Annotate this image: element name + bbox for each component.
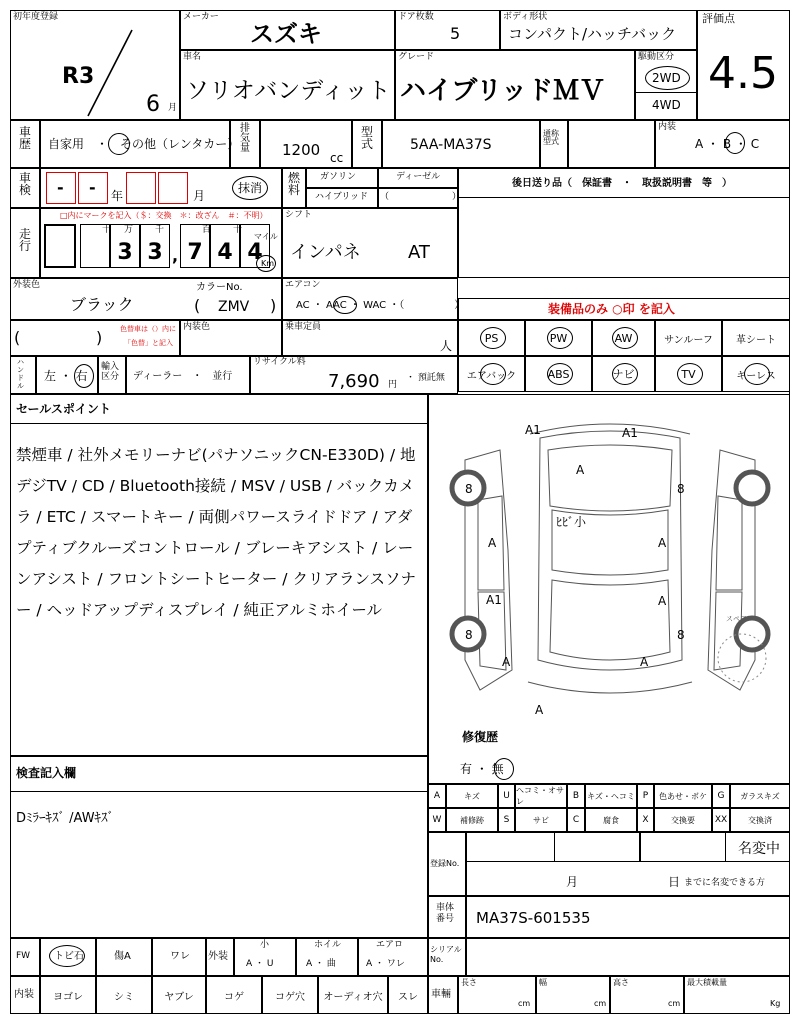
legend-code bbox=[567, 784, 585, 808]
dimensions-load-unit: Kg bbox=[770, 999, 781, 1008]
interior-damage-cell bbox=[152, 976, 206, 1014]
damage-mark: A bbox=[535, 703, 544, 717]
mileage-place-100: 百 bbox=[202, 225, 212, 235]
damage-mark: A1 bbox=[622, 426, 638, 440]
shaken-year-unit: 年 bbox=[111, 189, 124, 203]
equipment-label: キーレス bbox=[736, 370, 776, 382]
exterior-wheel-label: ホイル bbox=[314, 940, 342, 950]
legend-meaning-text: 補修跡 bbox=[460, 815, 484, 825]
legend-meaning-text: ヘコミ・オサレ bbox=[516, 786, 564, 806]
legend-meaning bbox=[654, 784, 712, 808]
equipment-cell bbox=[722, 356, 790, 392]
registration-label: 登録No. bbox=[430, 859, 460, 868]
legend-meaning bbox=[730, 784, 790, 808]
legend-meaning-text: 交換済 bbox=[748, 815, 772, 825]
shaken-dash-2: - bbox=[89, 178, 96, 197]
roof-note: ﾋﾋﾞ小 bbox=[556, 515, 587, 529]
maker-label: メーカー bbox=[183, 12, 219, 22]
fuel-diesel: ディーゼル bbox=[396, 172, 441, 182]
recycle-unit: 円 bbox=[388, 380, 398, 390]
interior-row-label: 内装 bbox=[14, 989, 34, 1000]
model-label: 型式 bbox=[361, 125, 374, 151]
damage-mark: A1 bbox=[525, 423, 541, 437]
dimensions-width-label: 幅 bbox=[539, 978, 547, 987]
reg-month: 6 bbox=[146, 92, 160, 117]
equipment-label: ABS bbox=[547, 367, 570, 381]
chassis-label: 車体番号 bbox=[436, 903, 455, 924]
shift-type: AT bbox=[408, 242, 430, 263]
equipment-label: ナビ bbox=[612, 368, 635, 381]
legend-meaning-text: 交換要 bbox=[671, 815, 695, 825]
equipment-title: 装備品のみ ○印 を記入 bbox=[548, 302, 675, 316]
legend-meaning bbox=[730, 808, 790, 832]
damage-mark: A1 bbox=[486, 593, 502, 607]
interior-damage-cell bbox=[388, 976, 428, 1014]
drive-4wd: 4WD bbox=[652, 98, 681, 112]
legend-meaning-text: キズ bbox=[464, 791, 480, 801]
recycle-label: リサイクル料 bbox=[253, 357, 306, 367]
legend-code bbox=[637, 808, 654, 832]
equipment-cell bbox=[525, 356, 592, 392]
tire-depth: 8 bbox=[677, 482, 685, 496]
legend-code bbox=[712, 784, 730, 808]
fw-label: FW bbox=[16, 951, 31, 961]
exterior-aero-value: A ・ ワレ bbox=[366, 959, 405, 969]
drive-label: 駆動区分 bbox=[638, 52, 675, 62]
legend-code bbox=[428, 784, 446, 808]
legend-meaning bbox=[654, 808, 712, 832]
tire-depth: 8 bbox=[677, 628, 685, 642]
interior-damage-cell bbox=[96, 976, 152, 1014]
interior-damage-label: シミ bbox=[114, 991, 134, 1003]
equipment-circle bbox=[677, 363, 703, 385]
body-type-value: コンパクト/ハッチバック bbox=[508, 25, 677, 43]
legend-code bbox=[567, 808, 585, 832]
mileage-digit: 4 bbox=[240, 224, 270, 268]
color-label: 外装色 bbox=[13, 280, 41, 290]
equipment-label: 革シート bbox=[736, 334, 776, 346]
mileage-place-10: 十 bbox=[233, 225, 243, 235]
handle-circle bbox=[74, 364, 94, 388]
legend-meaning-text: サビ bbox=[533, 815, 549, 825]
displacement-unit: cc bbox=[330, 151, 344, 165]
model-value: 5AA-MA37S bbox=[410, 137, 492, 153]
car-diagram bbox=[440, 420, 780, 720]
damage-mark: A bbox=[502, 655, 511, 669]
mileage-digit: 7 bbox=[180, 224, 210, 268]
maker-value: スズキ bbox=[250, 20, 322, 48]
shaken-label: 車検 bbox=[19, 171, 32, 197]
color-change-note-2: 「色替」と記入 bbox=[124, 339, 173, 347]
damage-mark: A bbox=[488, 536, 497, 550]
equipment-label: TV bbox=[681, 367, 696, 381]
registration-col bbox=[554, 832, 640, 862]
mileage-digit: 4 bbox=[210, 224, 240, 268]
recycle-amount: 7,690 bbox=[328, 371, 380, 392]
mileage-separator: , bbox=[172, 246, 179, 265]
mileage-marker-box bbox=[44, 224, 76, 268]
interior-circle bbox=[725, 132, 745, 154]
fuel-label: 燃料 bbox=[288, 171, 301, 197]
damage-mark: A bbox=[658, 536, 667, 550]
interior-damage-label: コゲ穴 bbox=[275, 991, 305, 1003]
legend-code-text: U bbox=[503, 791, 510, 801]
shaken-month-box-1 bbox=[126, 172, 156, 204]
recycle-deposit: ・ 預託無 bbox=[406, 373, 445, 383]
fuel-hybrid: ハイブリッド bbox=[315, 192, 369, 202]
mileage-digit: 3 bbox=[140, 224, 170, 268]
serial-cell bbox=[466, 938, 790, 976]
equipment-circle bbox=[547, 363, 573, 385]
repair-circle bbox=[494, 758, 514, 780]
legend-meaning-text: キズ・ヘコミ bbox=[587, 791, 635, 801]
damage-mark: A bbox=[640, 655, 649, 669]
legend-code-text: XX bbox=[714, 815, 728, 825]
exterior-wheel-value: A ・ 曲 bbox=[306, 959, 336, 969]
equipment-label: サンルーフ bbox=[664, 334, 713, 346]
interior-damage-label: コゲ bbox=[224, 991, 244, 1003]
first-reg-label: 初年度登録 bbox=[13, 12, 59, 22]
grade-value: ハイブリッドＭＶ bbox=[400, 76, 606, 106]
common-model-label: 通称型式 bbox=[543, 129, 559, 146]
interior-damage-cell bbox=[262, 976, 318, 1014]
legend-meaning bbox=[515, 784, 567, 808]
color-change-close: ) bbox=[96, 328, 103, 347]
damage-mark: A bbox=[658, 594, 667, 608]
color-code-value: ZMV bbox=[218, 299, 250, 315]
legend-code-text: S bbox=[503, 815, 510, 825]
mileage-place-10000: 万 bbox=[124, 225, 134, 235]
score-label: 評価点 bbox=[702, 12, 735, 25]
fw-item-circle bbox=[49, 945, 85, 967]
color-code-open: ( bbox=[194, 296, 201, 315]
interior-damage-cell bbox=[318, 976, 388, 1014]
after-docs-label: 後日送り品（ 保証書 ・ 取扱説明書 等 ） bbox=[512, 178, 732, 189]
legend-meaning bbox=[585, 808, 637, 832]
shift-label: シフト bbox=[285, 210, 313, 220]
capacity-label: 乗車定員 bbox=[285, 322, 322, 332]
equipment-circle bbox=[480, 327, 506, 349]
sales-points-title: セールスポイント bbox=[16, 402, 111, 416]
legend-code bbox=[428, 808, 446, 832]
legend-code bbox=[498, 784, 515, 808]
registration-col bbox=[640, 832, 726, 862]
equipment-cell bbox=[655, 320, 722, 356]
equipment-label: エアバック bbox=[466, 370, 517, 382]
body-type-label: ボディ形状 bbox=[503, 12, 548, 22]
equipment-cell bbox=[458, 356, 525, 392]
name-change-label: 名変中 bbox=[738, 841, 780, 857]
mileage-unit-mile: マイル bbox=[254, 232, 278, 241]
dimensions-load-label: 最大積載量 bbox=[687, 978, 727, 987]
dimensions-width-unit: cm bbox=[594, 999, 607, 1008]
equipment-cell bbox=[592, 320, 655, 356]
doors-value: 5 bbox=[450, 24, 461, 43]
dimensions-label: 車輛 bbox=[431, 989, 451, 1000]
fuel-other: （ ） bbox=[380, 192, 462, 202]
handle-value: 左 ・ 右 bbox=[44, 369, 88, 383]
dimensions-height-unit: cm bbox=[668, 999, 681, 1008]
interior-damage-label: オーディオ穴 bbox=[323, 991, 383, 1003]
tire-depth: 8 bbox=[465, 628, 473, 642]
repair-label: 修復歴 bbox=[462, 730, 499, 744]
shaken-expired-circle bbox=[232, 176, 268, 200]
interior-damage-cell bbox=[206, 976, 262, 1014]
aircon-values: AC ・ AAC ・ WAC ・（ ） bbox=[296, 300, 465, 311]
interior-label: 内装 bbox=[658, 122, 677, 132]
score-value: 4.5 bbox=[708, 48, 778, 99]
reg-month-unit: 月 bbox=[168, 103, 178, 113]
displacement-value: 1200 bbox=[282, 141, 321, 159]
mileage-digit: 3 bbox=[110, 224, 140, 268]
mileage-label: 走行 bbox=[19, 227, 32, 253]
equipment-cell bbox=[655, 356, 722, 392]
fw-item: 傷A bbox=[114, 951, 131, 962]
dimensions-length-label: 長さ bbox=[461, 978, 477, 987]
color-change-note-1: 色替車は（）内に bbox=[120, 325, 176, 333]
exterior-label: 外装 bbox=[208, 951, 228, 962]
fw-item: トビ石 bbox=[54, 951, 84, 962]
chassis-value: MA37S-601535 bbox=[476, 909, 591, 927]
legend-code-text: W bbox=[432, 815, 442, 825]
exterior-aero-label: エアロ bbox=[376, 940, 404, 950]
equipment-cell bbox=[722, 320, 790, 356]
color-code-label: カラーNo. bbox=[196, 282, 243, 293]
legend-code-text: A bbox=[433, 791, 441, 801]
legend-meaning bbox=[446, 808, 498, 832]
legend-meaning bbox=[515, 808, 567, 832]
registration-month-unit: 月 bbox=[566, 875, 579, 889]
fuel-gasoline: ガソリン bbox=[320, 172, 357, 182]
damage-mark: A bbox=[576, 463, 585, 477]
inspection-notes-title: 検査記入欄 bbox=[16, 766, 77, 780]
fw-item: ワレ bbox=[170, 951, 190, 962]
color-value: ブラック bbox=[70, 295, 134, 314]
legend-meaning-text: ガラスキズ bbox=[740, 791, 780, 801]
shift-position: インパネ bbox=[290, 242, 361, 263]
interior-color-label: 内装色 bbox=[183, 322, 211, 332]
drive-divider bbox=[635, 92, 697, 93]
equipment-circle bbox=[612, 327, 638, 349]
mileage-place-1000: 千 bbox=[155, 225, 165, 235]
equipment-circle bbox=[480, 363, 506, 385]
equipment-cell bbox=[458, 320, 525, 356]
capacity-unit: 人 bbox=[440, 339, 453, 353]
mileage-place-10-plus: 十 bbox=[102, 225, 112, 235]
drive-2wd-circle bbox=[645, 66, 690, 90]
color-change-open: ( bbox=[14, 328, 21, 347]
color-code-close: ) bbox=[270, 296, 277, 315]
import-label: 輸入区分 bbox=[101, 362, 120, 382]
equipment-cell bbox=[525, 320, 592, 356]
history-value: 自家用 ・ その他（レンタカー） bbox=[48, 137, 240, 151]
interior-damage-label: ヤブレ bbox=[164, 991, 194, 1003]
doors-label: ドア枚数 bbox=[398, 12, 434, 22]
interior-damage-label: ヨゴレ bbox=[53, 991, 83, 1003]
equipment-cell bbox=[592, 356, 655, 392]
shaken-expired: 抹消 bbox=[238, 181, 263, 195]
equipment-label: PS bbox=[484, 331, 499, 345]
legend-meaning bbox=[585, 784, 637, 808]
legend-meaning-text: 腐食 bbox=[603, 815, 619, 825]
legend-code bbox=[637, 784, 654, 808]
history-circle bbox=[108, 133, 130, 155]
mileage-note: □内にマークを記入（＄：交換 ＊：改ざん ＃：不明） bbox=[60, 211, 268, 220]
grade-label: グレード bbox=[398, 52, 435, 62]
sales-points-text: 禁煙車 / 社外メモリーナビ(パナソニックCN-E330D) / 地デジTV / CD / Bluetooth接続 / MSV / USB / バックカメラ / ETC / スマートキー / 両側パワースライドドア / アダプティブクルーズコントロール / ブレーキアシスト / レーンアシスト / フロントシートヒーター / クリアランスソナー / ヘッドアップディスプレイ / 純正アルミホイール bbox=[16, 446, 416, 619]
legend-code-text: P bbox=[642, 791, 649, 801]
first-reg-slash bbox=[80, 28, 140, 120]
import-value: ディーラー ・ 並行 bbox=[133, 371, 233, 382]
serial-label: シリアルNo. bbox=[430, 945, 462, 964]
dimensions-height-label: 高さ bbox=[613, 978, 629, 987]
shaken-month-unit: 月 bbox=[193, 189, 206, 203]
car-name-label: 車名 bbox=[183, 52, 202, 62]
car-name-value: ソリオバンディット bbox=[186, 78, 391, 104]
equipment-label: AW bbox=[614, 331, 633, 345]
interior-grades: A ・ B ・ C bbox=[695, 137, 760, 151]
shaken-month-box-2 bbox=[158, 172, 188, 204]
equipment-circle bbox=[547, 327, 573, 349]
registration-day-unit: 日 bbox=[668, 875, 681, 889]
exterior-small-value: A ・ U bbox=[246, 959, 274, 969]
legend-code-text: G bbox=[717, 791, 725, 801]
inspection-notes-text: Dﾐﾗｰｷｽﾞ /AWｷｽﾞ bbox=[16, 811, 115, 826]
handle-label: ハンドル bbox=[17, 358, 24, 390]
dimensions-width-cell bbox=[536, 976, 610, 1014]
era-year: R3 bbox=[62, 64, 95, 89]
interior-damage-cell bbox=[40, 976, 96, 1014]
interior-damage-label: スレ bbox=[398, 991, 418, 1003]
spare-label: スペア bbox=[726, 615, 747, 623]
legend-code-text: B bbox=[572, 791, 580, 801]
history-label: 車歴 bbox=[19, 125, 32, 151]
tire-depth: 8 bbox=[465, 482, 473, 496]
registration-deadline: までに名変できる方 bbox=[684, 878, 766, 888]
repair-value: 有 ・ 無 bbox=[460, 762, 504, 776]
legend-meaning-text: 色あせ・ボケ bbox=[659, 791, 707, 801]
equipment-label: PW bbox=[549, 331, 568, 345]
legend-code bbox=[498, 808, 515, 832]
dimensions-length-unit: cm bbox=[518, 999, 531, 1008]
equipment-circle bbox=[612, 363, 638, 385]
legend-code-text: C bbox=[572, 815, 580, 825]
legend-code-text: X bbox=[642, 815, 649, 825]
drive-2wd: 2WD bbox=[652, 71, 681, 85]
mileage-unit-km: Km bbox=[261, 259, 275, 268]
displacement-label: 排気量 bbox=[240, 123, 250, 154]
shaken-dash-1: - bbox=[57, 178, 64, 197]
exterior-small-label: 小 bbox=[260, 940, 270, 950]
aircon-circle bbox=[333, 296, 357, 314]
legend-meaning bbox=[446, 784, 498, 808]
equipment-circle bbox=[744, 363, 770, 385]
common-model-cell bbox=[568, 120, 655, 168]
mileage-km-circle bbox=[256, 255, 276, 272]
aircon-label: エアコン bbox=[285, 280, 321, 290]
legend-code bbox=[712, 808, 730, 832]
